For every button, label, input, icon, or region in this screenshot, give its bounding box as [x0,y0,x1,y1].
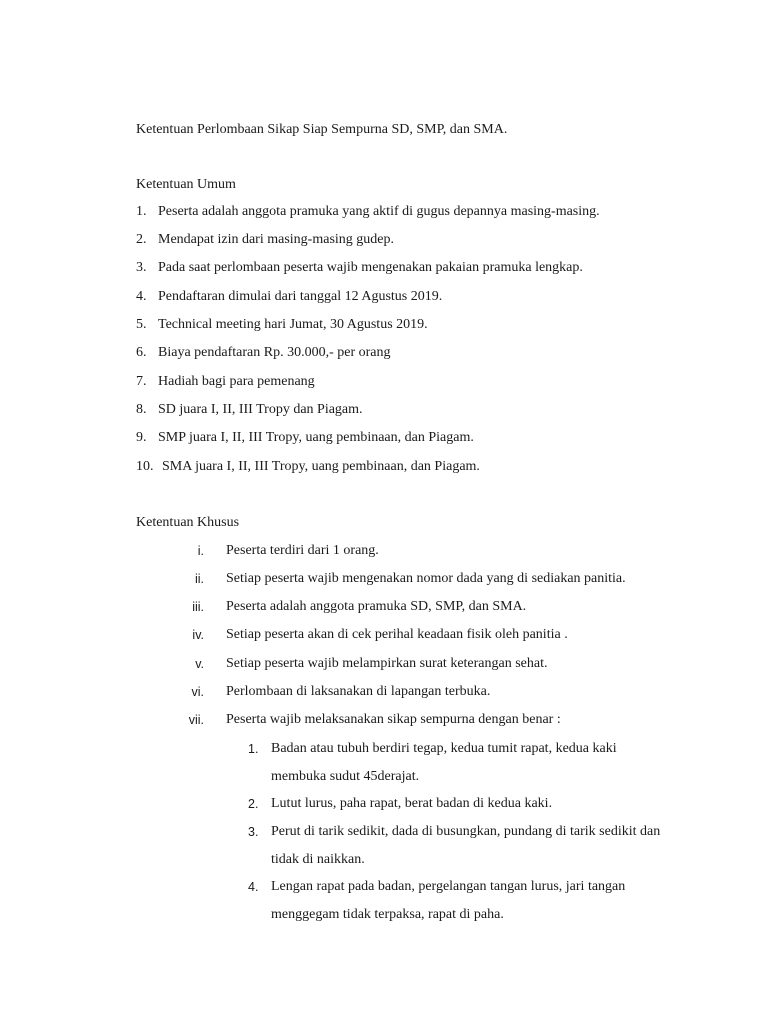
list-item-text: SMA juara I, II, III Tropy, uang pembinaan, dan Piagam. [162,459,480,474]
list-item-text: Peserta terdiri dari 1 orang. [226,543,379,558]
list-item-text: Setiap peserta wajib melampirkan surat keterangan sehat. [226,656,548,671]
list-item-number: 4. [136,289,147,304]
section-heading-khusus: Ketentuan Khusus [136,515,240,530]
list-item-text: Setiap peserta akan di cek perihal keadaan fisik oleh panitia . [226,627,568,642]
document-title: Ketentuan Perlombaan Sikap Siap Sempurna SD, SMP, dan SMA. [136,122,508,137]
list-item-text: Badan atau tubuh berdiri tegap, kedua tumit rapat, kedua kaki membuka sudut 45derajat. [271,741,617,784]
list-item-number: iii. [192,600,204,614]
list-item-number: 4. [248,880,259,894]
list-item-number: 9. [136,430,147,445]
list-item-number: 2. [248,797,259,811]
list-item-number: 3. [248,825,259,839]
list-item-number: 10. [136,459,154,474]
list-item-text: Biaya pendaftaran Rp. 30.000,- per orang [158,345,391,360]
list-item-text: Lutut lurus, paha rapat, berat badan di kedua kaki. [271,796,553,811]
list-item-number: 8. [136,402,147,417]
list-item-number: 6. [136,345,147,360]
list-item-text: Perut di tarik sedikit, dada di busungkan, pundang di tarik sedikit dan tidak di naikkan. [271,824,661,867]
list-item-text: Pendaftaran dimulai dari tanggal 12 Agustus 2019. [158,289,443,304]
list-item-text: SMP juara I, II, III Tropy, uang pembinaan, dan Piagam. [158,430,474,445]
section-heading-umum: Ketentuan Umum [136,177,236,192]
list-item-number: 2. [136,232,147,247]
list-item-text: Perlombaan di laksanakan di lapangan terbuka. [226,684,491,699]
list-item-number: 3. [136,260,147,275]
list-item-text: Pada saat perlombaan peserta wajib mengenakan pakaian pramuka lengkap. [158,260,583,275]
list-item-text: Peserta adalah anggota pramuka yang aktif di gugus depannya masing-masing. [158,204,600,219]
list-item-text: Peserta wajib melaksanakan sikap sempurna dengan benar : [226,712,561,727]
list-item-text: Technical meeting hari Jumat, 30 Agustus 2019. [158,317,428,332]
list-item-number: i. [197,544,204,558]
list-item-number: ii. [194,572,204,586]
list-item-number: 5. [136,317,147,332]
list-item-number: 1. [136,204,147,219]
list-item-text: Setiap peserta wajib mengenakan nomor dada yang di sediakan panitia. [226,571,626,586]
list-item-number: vi. [191,685,204,699]
list-item-text: Hadiah bagi para pemenang [158,374,315,389]
list-item-text: Peserta adalah anggota pramuka SD, SMP, dan SMA. [226,599,527,614]
list-item-number: v. [195,657,204,671]
list-item-number: vii. [188,713,204,727]
list-item-text: Lengan rapat pada badan, pergelangan tangan lurus, jari tangan menggegam tidak terpaksa, rapat di paha. [271,879,626,922]
list-item-number: iv. [192,628,204,642]
list-item-number: 7. [136,374,147,389]
list-item-text: SD juara I, II, III Tropy dan Piagam. [158,402,363,417]
list-item-number: 1. [248,742,259,756]
list-item-text: Mendapat izin dari masing-masing gudep. [158,232,394,247]
